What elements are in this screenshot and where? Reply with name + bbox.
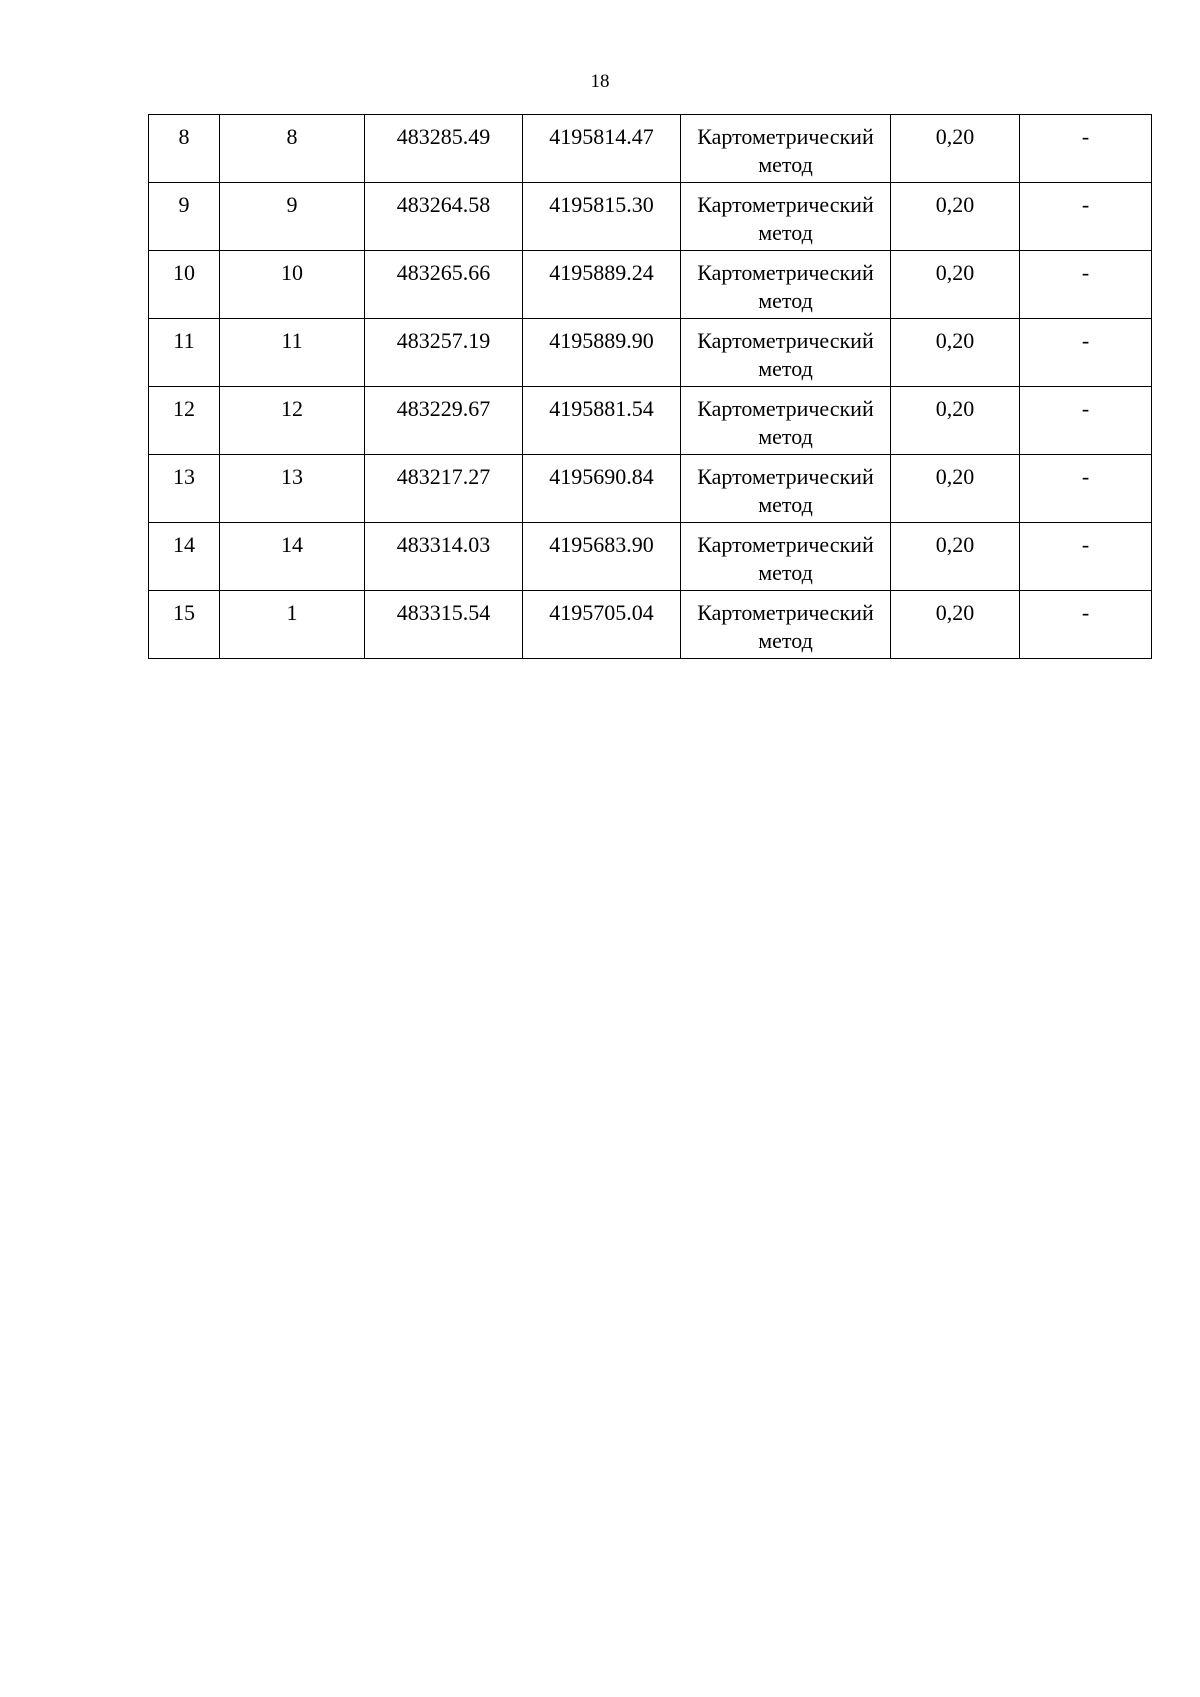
method-line-2: метод (758, 220, 813, 245)
cell-point-number: 9 (220, 183, 365, 251)
cell-point-number: 1 (220, 591, 365, 659)
cell-note: - (1020, 251, 1152, 319)
method-line-1: Картометрический (697, 124, 874, 149)
cell-note: - (1020, 387, 1152, 455)
cell-accuracy: 0,20 (891, 591, 1020, 659)
cell-accuracy: 0,20 (891, 523, 1020, 591)
cell-x-coordinate: 483315.54 (365, 591, 523, 659)
table-row (149, 387, 1152, 455)
method-line-1: Картометрический (697, 464, 874, 489)
cell-x-coordinate: 483217.27 (365, 455, 523, 523)
cell-y-coordinate: 4195705.04 (523, 591, 681, 659)
cell-row-number: 12 (149, 387, 220, 455)
cell-point-number: 12 (220, 387, 365, 455)
table-row (149, 251, 1152, 319)
table-row (149, 115, 1152, 183)
cell-accuracy: 0,20 (891, 319, 1020, 387)
method-line-2: метод (758, 288, 813, 313)
cell-method (681, 319, 891, 387)
cell-accuracy: 0,20 (891, 115, 1020, 183)
cell-note: - (1020, 523, 1152, 591)
cell-point-number: 8 (220, 115, 365, 183)
method-line-2: метод (758, 356, 813, 381)
cell-point-number: 11 (220, 319, 365, 387)
cell-accuracy: 0,20 (891, 387, 1020, 455)
cell-method (681, 455, 891, 523)
table-row (149, 319, 1152, 387)
method-line-2: метод (758, 560, 813, 585)
table-row (149, 455, 1152, 523)
cell-accuracy: 0,20 (891, 183, 1020, 251)
cell-accuracy: 0,20 (891, 251, 1020, 319)
cell-x-coordinate: 483285.49 (365, 115, 523, 183)
method-line-2: метод (758, 628, 813, 653)
cell-y-coordinate: 4195683.90 (523, 523, 681, 591)
cell-y-coordinate: 4195814.47 (523, 115, 681, 183)
cell-x-coordinate: 483314.03 (365, 523, 523, 591)
table-row (149, 183, 1152, 251)
method-line-1: Картометрический (697, 396, 874, 421)
cell-accuracy: 0,20 (891, 455, 1020, 523)
method-line-1: Картометрический (697, 328, 874, 353)
cell-method (681, 183, 891, 251)
cell-y-coordinate: 4195690.84 (523, 455, 681, 523)
method-line-1: Картометрический (697, 192, 874, 217)
cell-row-number: 13 (149, 455, 220, 523)
coordinates-table (148, 114, 1152, 659)
cell-x-coordinate: 483257.19 (365, 319, 523, 387)
cell-point-number: 10 (220, 251, 365, 319)
method-line-1: Картометрический (697, 260, 874, 285)
cell-point-number: 13 (220, 455, 365, 523)
cell-x-coordinate: 483264.58 (365, 183, 523, 251)
method-line-1: Картометрический (697, 600, 874, 625)
table-body (149, 115, 1152, 659)
cell-y-coordinate: 4195815.30 (523, 183, 681, 251)
cell-method (681, 251, 891, 319)
cell-method (681, 387, 891, 455)
table-row (149, 523, 1152, 591)
cell-row-number: 9 (149, 183, 220, 251)
cell-y-coordinate: 4195889.24 (523, 251, 681, 319)
cell-row-number: 15 (149, 591, 220, 659)
cell-method (681, 523, 891, 591)
method-line-2: метод (758, 424, 813, 449)
cell-note: - (1020, 591, 1152, 659)
cell-point-number: 14 (220, 523, 365, 591)
cell-row-number: 11 (149, 319, 220, 387)
cell-x-coordinate: 483265.66 (365, 251, 523, 319)
cell-note: - (1020, 319, 1152, 387)
cell-method (681, 115, 891, 183)
cell-note: - (1020, 183, 1152, 251)
cell-note: - (1020, 115, 1152, 183)
cell-note: - (1020, 455, 1152, 523)
page-number: 18 (590, 71, 610, 92)
cell-x-coordinate: 483229.67 (365, 387, 523, 455)
method-line-1: Картометрический (697, 532, 874, 557)
method-line-2: метод (758, 152, 813, 177)
cell-y-coordinate: 4195889.90 (523, 319, 681, 387)
method-line-2: метод (758, 492, 813, 517)
cell-row-number: 8 (149, 115, 220, 183)
cell-y-coordinate: 4195881.54 (523, 387, 681, 455)
cell-row-number: 10 (149, 251, 220, 319)
cell-row-number: 14 (149, 523, 220, 591)
cell-method (681, 591, 891, 659)
table-row (149, 591, 1152, 659)
